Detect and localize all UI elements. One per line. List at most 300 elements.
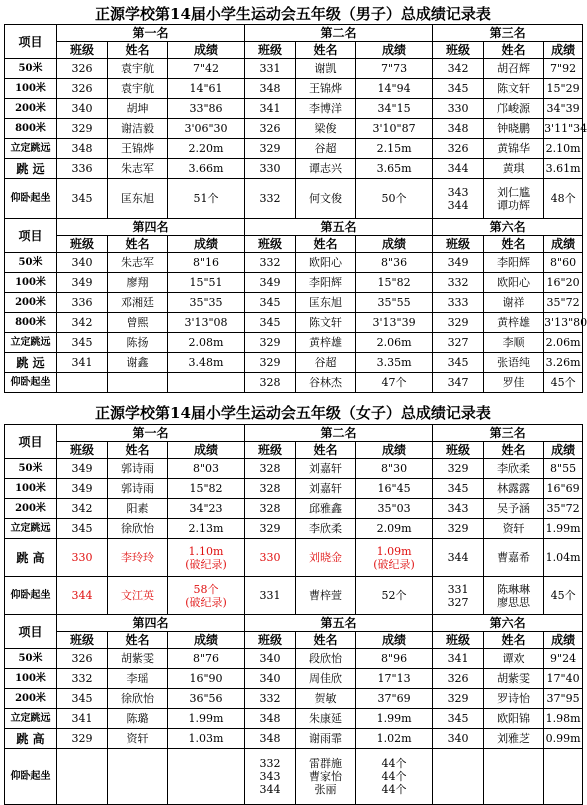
- score-cell: 2.20m: [168, 139, 245, 159]
- class-cell: [57, 749, 108, 805]
- event-label: 仰卧起坐: [5, 179, 57, 219]
- class-cell: 345: [57, 179, 108, 219]
- score-cell: 2.06m: [544, 333, 583, 353]
- score-header: 成绩: [168, 42, 245, 59]
- name-cell: 梁俊: [296, 119, 356, 139]
- table-row: [5, 749, 583, 805]
- name-cell: 李欣柔: [484, 459, 544, 479]
- class-cell: 344: [433, 539, 484, 577]
- name-cell: 李阳辉: [484, 253, 544, 273]
- table-row: [5, 179, 583, 219]
- name-cell: 刘仁尴 谭功辉: [484, 179, 544, 219]
- name-cell: 黄锦华: [484, 139, 544, 159]
- class-cell: 332: [433, 273, 484, 293]
- name-header: 姓名: [484, 236, 544, 253]
- table-row: [5, 79, 583, 99]
- name-cell: 周佳欣: [296, 669, 356, 689]
- rank-label: 第六名: [433, 615, 583, 632]
- score-cell: 8"30: [356, 459, 433, 479]
- score-header: 成绩: [168, 236, 245, 253]
- name-cell: 欧阳心: [484, 273, 544, 293]
- name-cell: 李瑶: [108, 669, 168, 689]
- class-cell: 349: [57, 459, 108, 479]
- score-cell: 8"60: [544, 253, 583, 273]
- name-header: 姓名: [296, 442, 356, 459]
- score-cell: 17"13: [356, 669, 433, 689]
- class-header: 班级: [245, 236, 296, 253]
- class-cell: 345: [245, 313, 296, 333]
- table-row: [5, 539, 583, 577]
- rank-label: 第二名: [245, 25, 433, 42]
- class-cell: 342: [57, 499, 108, 519]
- score-header: 成绩: [544, 42, 583, 59]
- name-cell: 袁宇航: [108, 59, 168, 79]
- name-cell: 钟晓鹏: [484, 119, 544, 139]
- class-cell: 332: [245, 253, 296, 273]
- name-cell: 谭志兴: [296, 159, 356, 179]
- score-cell: [168, 373, 245, 393]
- class-cell: 328: [245, 479, 296, 499]
- score-cell: 16"69: [544, 479, 583, 499]
- event-header: 项目: [5, 615, 57, 649]
- score-cell: 16"45: [356, 479, 433, 499]
- score-cell: 1.02m: [356, 729, 433, 749]
- score-header: 成绩: [356, 236, 433, 253]
- score-cell: 1.99m: [356, 709, 433, 729]
- class-cell: 330: [57, 539, 108, 577]
- table-row: [5, 293, 583, 313]
- table-row: [5, 709, 583, 729]
- event-label: 立定跳远: [5, 709, 57, 729]
- score-cell: 15"82: [356, 273, 433, 293]
- class-cell: 326: [57, 649, 108, 669]
- rank-header-row: [5, 25, 583, 42]
- score-cell: [544, 749, 583, 805]
- score-cell: 3'11"34: [544, 119, 583, 139]
- table-row: [5, 689, 583, 709]
- score-cell: 1.03m: [168, 729, 245, 749]
- event-label: 50米: [5, 59, 57, 79]
- name-cell: 朱康延: [296, 709, 356, 729]
- score-cell: 17"40: [544, 669, 583, 689]
- score-cell: 3.61m: [544, 159, 583, 179]
- class-cell: 345: [57, 333, 108, 353]
- score-cell: 3.66m: [168, 159, 245, 179]
- boys-record-table: [4, 24, 587, 393]
- table-row: [5, 373, 583, 393]
- score-header: 成绩: [544, 236, 583, 253]
- score-cell: 8"03: [168, 459, 245, 479]
- rank-label: 第四名: [57, 615, 245, 632]
- class-cell: 348: [245, 729, 296, 749]
- score-cell: 2.09m: [356, 519, 433, 539]
- score-cell: 3.26m: [544, 353, 583, 373]
- class-cell: 345: [57, 519, 108, 539]
- boys-title: 正源学校第14届小学生运动会五年级（男子）总成绩记录表: [95, 5, 491, 23]
- table-row: [5, 479, 583, 499]
- score-cell: 34"15: [356, 99, 433, 119]
- class-cell: 327: [433, 333, 484, 353]
- event-header: 项目: [5, 25, 57, 59]
- name-cell: 张语纯: [484, 353, 544, 373]
- class-cell: 329: [57, 119, 108, 139]
- class-cell: 329: [433, 689, 484, 709]
- class-header: 班级: [433, 236, 484, 253]
- name-cell: [484, 749, 544, 805]
- name-cell: 胡紫雯: [484, 669, 544, 689]
- name-cell: 李欣柔: [296, 519, 356, 539]
- score-header: 成绩: [168, 442, 245, 459]
- name-cell: 罗佳: [484, 373, 544, 393]
- score-header: 成绩: [356, 632, 433, 649]
- rank-label: 第一名: [57, 425, 245, 442]
- score-cell: 35"55: [356, 293, 433, 313]
- table-row: [5, 353, 583, 373]
- name-header: 姓名: [296, 632, 356, 649]
- name-cell: 袁宇航: [108, 79, 168, 99]
- score-cell: 45个: [544, 373, 583, 393]
- class-cell: 328: [245, 459, 296, 479]
- class-cell: 329: [433, 459, 484, 479]
- class-cell: 348: [245, 709, 296, 729]
- name-cell: 朱志军: [108, 253, 168, 273]
- name-cell: 黄琪: [484, 159, 544, 179]
- name-cell: 陈扬: [108, 333, 168, 353]
- class-cell: 330: [433, 99, 484, 119]
- score-cell: 1.09m (破纪录): [356, 539, 433, 577]
- name-cell: 贺敏: [296, 689, 356, 709]
- name-cell: 陈文轩: [296, 313, 356, 333]
- name-cell: 欧阳心: [296, 253, 356, 273]
- score-header: 成绩: [356, 42, 433, 59]
- name-cell: 雷群施 曹家怡 张丽: [296, 749, 356, 805]
- name-cell: 刘嘉轩: [296, 459, 356, 479]
- table-row: [5, 459, 583, 479]
- score-cell: 2.06m: [356, 333, 433, 353]
- class-cell: 328: [245, 373, 296, 393]
- event-label: 200米: [5, 293, 57, 313]
- class-cell: 329: [433, 313, 484, 333]
- class-cell: 331: [245, 59, 296, 79]
- class-cell: 332: [245, 179, 296, 219]
- rank-label: 第五名: [245, 219, 433, 236]
- class-cell: 326: [433, 139, 484, 159]
- name-cell: 欧阳锦: [484, 709, 544, 729]
- score-cell: 1.98m: [544, 709, 583, 729]
- name-header: 姓名: [296, 236, 356, 253]
- score-cell: 8"16: [168, 253, 245, 273]
- score-cell: 1.99m: [168, 709, 245, 729]
- score-cell: 3'13"39: [356, 313, 433, 333]
- class-cell: [57, 373, 108, 393]
- event-label: 200米: [5, 99, 57, 119]
- name-cell: 王锦烨: [108, 139, 168, 159]
- score-cell: 50个: [356, 179, 433, 219]
- name-cell: 黄梓雄: [296, 333, 356, 353]
- name-cell: 谷超: [296, 139, 356, 159]
- rank-label: 第二名: [245, 425, 433, 442]
- score-cell: 47个: [356, 373, 433, 393]
- class-header: 班级: [433, 42, 484, 59]
- class-cell: 330: [245, 159, 296, 179]
- class-cell: 345: [433, 353, 484, 373]
- class-cell: 341: [245, 99, 296, 119]
- rank-label: 第六名: [433, 219, 583, 236]
- column-header-row: [5, 236, 583, 253]
- class-cell: 340: [57, 99, 108, 119]
- score-cell: 33"86: [168, 99, 245, 119]
- event-label: 跳 远: [5, 159, 57, 179]
- score-cell: 3'13"80: [544, 313, 583, 333]
- score-cell: 37"69: [356, 689, 433, 709]
- name-cell: 曾熙: [108, 313, 168, 333]
- score-cell: 8"55: [544, 459, 583, 479]
- name-header: 姓名: [296, 42, 356, 59]
- name-cell: 资轩: [108, 729, 168, 749]
- rank-label: 第三名: [433, 425, 583, 442]
- column-header-row: [5, 42, 583, 59]
- score-cell: 35"03: [356, 499, 433, 519]
- score-cell: 37"95: [544, 689, 583, 709]
- name-cell: 陈文轩: [484, 79, 544, 99]
- score-cell: 2.10m: [544, 139, 583, 159]
- score-cell: 8"76: [168, 649, 245, 669]
- name-cell: 谢洁毅: [108, 119, 168, 139]
- name-cell: 谢鑫: [108, 353, 168, 373]
- class-cell: 329: [245, 333, 296, 353]
- event-label: 100米: [5, 79, 57, 99]
- score-cell: 15"51: [168, 273, 245, 293]
- name-cell: 刘雅芝: [484, 729, 544, 749]
- score-cell: 1.04m: [544, 539, 583, 577]
- table-row: [5, 139, 583, 159]
- event-label: 仰卧起坐: [5, 373, 57, 393]
- score-cell: 3'10"87: [356, 119, 433, 139]
- name-cell: 谢凯: [296, 59, 356, 79]
- score-cell: 3.48m: [168, 353, 245, 373]
- score-cell: 14"94: [356, 79, 433, 99]
- class-cell: 342: [57, 313, 108, 333]
- name-cell: 廖翔: [108, 273, 168, 293]
- class-cell: 348: [245, 79, 296, 99]
- class-cell: 341: [57, 353, 108, 373]
- class-cell: 332: [245, 689, 296, 709]
- class-cell: 336: [57, 159, 108, 179]
- table-row: [5, 313, 583, 333]
- name-cell: 谢祥: [484, 293, 544, 313]
- name-cell: [108, 373, 168, 393]
- event-label: 立定跳远: [5, 333, 57, 353]
- score-cell: 2.08m: [168, 333, 245, 353]
- event-label: 100米: [5, 479, 57, 499]
- class-cell: 344: [433, 159, 484, 179]
- name-cell: 谷超: [296, 353, 356, 373]
- score-cell: 51个: [168, 179, 245, 219]
- score-cell: 2.13m: [168, 519, 245, 539]
- score-cell: 35"72: [544, 499, 583, 519]
- class-header: 班级: [245, 442, 296, 459]
- class-cell: 331 327: [433, 577, 484, 615]
- table-row: [5, 159, 583, 179]
- name-cell: 李阳辉: [296, 273, 356, 293]
- name-cell: 徐欣怡: [108, 519, 168, 539]
- event-header: 项目: [5, 219, 57, 253]
- name-cell: 林露露: [484, 479, 544, 499]
- class-cell: 329: [433, 519, 484, 539]
- score-cell: 15"29: [544, 79, 583, 99]
- score-cell: 16"20: [544, 273, 583, 293]
- class-cell: 349: [57, 479, 108, 499]
- name-header: 姓名: [484, 632, 544, 649]
- name-cell: 谭欢: [484, 649, 544, 669]
- name-cell: 曹嘉希: [484, 539, 544, 577]
- name-cell: 段欣怡: [296, 649, 356, 669]
- class-cell: 345: [433, 479, 484, 499]
- name-cell: 文江英: [108, 577, 168, 615]
- score-cell: 36"56: [168, 689, 245, 709]
- table-row: [5, 253, 583, 273]
- rank-header-row: [5, 219, 583, 236]
- event-label: 800米: [5, 119, 57, 139]
- event-label: 跳 高: [5, 729, 57, 749]
- score-cell: 7"92: [544, 59, 583, 79]
- event-label: 跳 高: [5, 539, 57, 577]
- table-row: [5, 119, 583, 139]
- column-header-row: [5, 442, 583, 459]
- score-cell: 14"61: [168, 79, 245, 99]
- class-cell: 329: [245, 353, 296, 373]
- class-cell: 329: [245, 139, 296, 159]
- table-row: [5, 273, 583, 293]
- score-cell: 1.10m (破纪录): [168, 539, 245, 577]
- event-label: 50米: [5, 649, 57, 669]
- class-cell: 343 344: [433, 179, 484, 219]
- score-cell: 58个 (破纪录): [168, 577, 245, 615]
- rank-label: 第五名: [245, 615, 433, 632]
- event-label: 200米: [5, 499, 57, 519]
- score-cell: 8"96: [356, 649, 433, 669]
- table-row: [5, 333, 583, 353]
- class-cell: 348: [433, 119, 484, 139]
- event-label: 跳 远: [5, 353, 57, 373]
- score-cell: 34"23: [168, 499, 245, 519]
- class-header: 班级: [57, 236, 108, 253]
- name-cell: 曹梓萱: [296, 577, 356, 615]
- name-cell: 邱雅鑫: [296, 499, 356, 519]
- class-cell: 340: [433, 729, 484, 749]
- class-cell: 347: [433, 373, 484, 393]
- name-cell: 郭诗雨: [108, 479, 168, 499]
- class-cell: 340: [245, 649, 296, 669]
- name-cell: 李博洋: [296, 99, 356, 119]
- name-cell: 李顺: [484, 333, 544, 353]
- score-cell: 0.99m: [544, 729, 583, 749]
- class-cell: 326: [245, 119, 296, 139]
- name-cell: 阳素: [108, 499, 168, 519]
- table-row: [5, 99, 583, 119]
- name-header: 姓名: [108, 236, 168, 253]
- class-header: 班级: [245, 42, 296, 59]
- class-header: 班级: [57, 632, 108, 649]
- class-cell: 344: [57, 577, 108, 615]
- table-row: [5, 499, 583, 519]
- class-cell: 332 343 344: [245, 749, 296, 805]
- event-label: 仰卧起坐: [5, 577, 57, 615]
- event-label: 100米: [5, 669, 57, 689]
- score-cell: 35"72: [544, 293, 583, 313]
- event-label: 100米: [5, 273, 57, 293]
- name-cell: 邓湘廷: [108, 293, 168, 313]
- table-row: [5, 669, 583, 689]
- table-row: [5, 59, 583, 79]
- name-header: 姓名: [108, 442, 168, 459]
- score-cell: 3'13"08: [168, 313, 245, 333]
- class-cell: 343: [433, 499, 484, 519]
- class-cell: 330: [245, 539, 296, 577]
- table-row: [5, 729, 583, 749]
- class-cell: 340: [57, 253, 108, 273]
- class-cell: 332: [57, 669, 108, 689]
- event-label: 50米: [5, 459, 57, 479]
- class-cell: 329: [245, 519, 296, 539]
- rank-label: 第三名: [433, 25, 583, 42]
- name-cell: 徐欣怡: [108, 689, 168, 709]
- class-cell: 349: [433, 253, 484, 273]
- score-header: 成绩: [544, 442, 583, 459]
- name-cell: 邝峻源: [484, 99, 544, 119]
- name-cell: 刘嘉轩: [296, 479, 356, 499]
- name-cell: 何文俊: [296, 179, 356, 219]
- score-header: 成绩: [544, 632, 583, 649]
- name-cell: 朱志军: [108, 159, 168, 179]
- rank-header-row: [5, 615, 583, 632]
- rank-header-row: [5, 425, 583, 442]
- column-header-row: [5, 632, 583, 649]
- class-cell: 333: [433, 293, 484, 313]
- class-cell: 336: [57, 293, 108, 313]
- score-cell: 3.35m: [356, 353, 433, 373]
- class-cell: 340: [245, 669, 296, 689]
- name-header: 姓名: [108, 632, 168, 649]
- score-cell: 34"39: [544, 99, 583, 119]
- score-cell: [168, 749, 245, 805]
- class-cell: 348: [57, 139, 108, 159]
- name-cell: 罗诗怡: [484, 689, 544, 709]
- score-cell: 2.15m: [356, 139, 433, 159]
- name-cell: 王锦烨: [296, 79, 356, 99]
- class-cell: 342: [433, 59, 484, 79]
- name-cell: 郭诗雨: [108, 459, 168, 479]
- score-cell: 48个: [544, 179, 583, 219]
- name-cell: 谷林杰: [296, 373, 356, 393]
- name-cell: 李玲玲: [108, 539, 168, 577]
- event-header: 项目: [5, 425, 57, 459]
- name-cell: 谢雨霏: [296, 729, 356, 749]
- score-header: 成绩: [168, 632, 245, 649]
- score-cell: 1.99m: [544, 519, 583, 539]
- class-cell: 341: [57, 709, 108, 729]
- name-header: 姓名: [484, 42, 544, 59]
- class-cell: 329: [57, 729, 108, 749]
- score-cell: 44个 44个 44个: [356, 749, 433, 805]
- event-label: 800米: [5, 313, 57, 333]
- class-cell: 345: [433, 79, 484, 99]
- class-header: 班级: [57, 42, 108, 59]
- name-cell: 匡东旭: [296, 293, 356, 313]
- class-cell: [433, 749, 484, 805]
- girls-record-table: [4, 424, 583, 805]
- score-cell: 15"82: [168, 479, 245, 499]
